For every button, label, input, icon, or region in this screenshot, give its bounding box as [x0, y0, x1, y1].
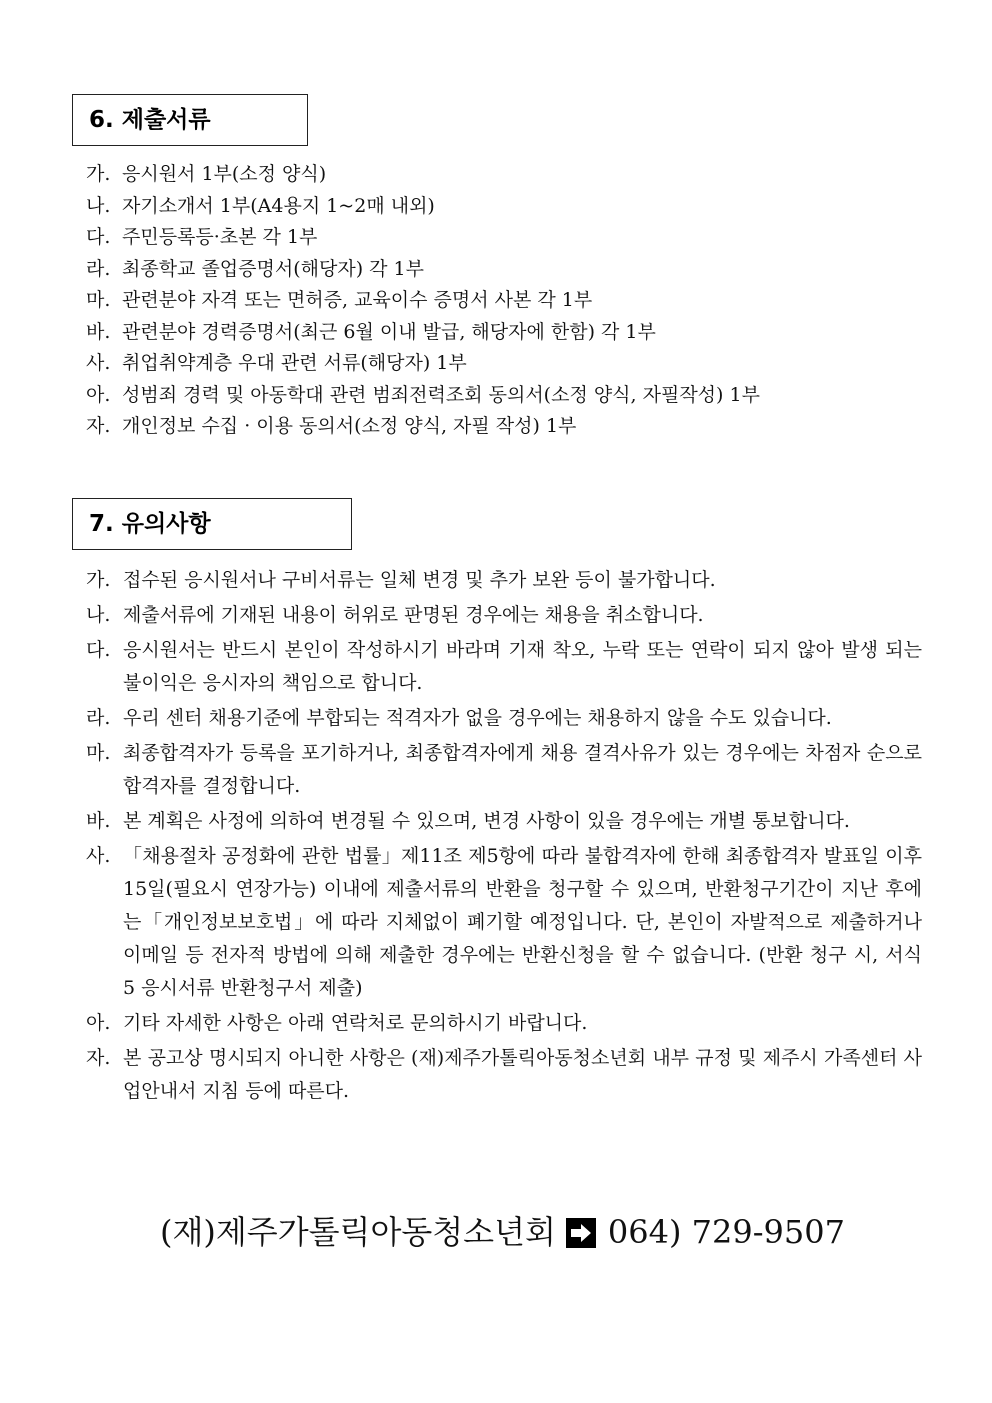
item-marker: 나. — [86, 604, 111, 626]
item-marker: 다. — [86, 226, 111, 248]
notes-list — [86, 564, 922, 1110]
item-marker: 사. — [86, 352, 111, 374]
item-text: 본 공고상 명시되지 아니한 사항은 (재)제주가톨릭아동청소년회 내부 규정 및 제주시 가족센터 사업안내서 지침 등에 따른다. — [123, 1047, 922, 1102]
list-item — [86, 317, 760, 349]
list-item — [86, 411, 760, 443]
item-marker: 자. — [86, 415, 111, 437]
item-text: 응시원서 1부(소정 양식) — [122, 163, 327, 185]
list-item — [86, 222, 760, 254]
submission-documents-list — [86, 159, 760, 443]
contact-line — [160, 1210, 845, 1254]
list-item — [86, 634, 922, 700]
section-7-header — [72, 498, 352, 550]
item-marker: 나. — [86, 194, 111, 217]
item-text: 제출서류에 기재된 내용이 허위로 판명된 경우에는 채용을 취소합니다. — [123, 604, 704, 626]
item-marker: 아. — [86, 1012, 111, 1034]
item-marker: 바. — [86, 320, 111, 343]
item-marker: 라. — [86, 257, 111, 280]
section-6-title: 6. 제출서류 — [89, 107, 211, 133]
list-item — [86, 737, 922, 803]
list-item — [86, 159, 760, 191]
section-6-header — [72, 94, 308, 146]
item-text: 본 계획은 사정에 의하여 변경될 수 있으며, 변경 사항이 있을 경우에는 개별 통보합니다. — [123, 810, 850, 832]
item-marker: 바. — [86, 810, 111, 832]
item-text: 관련분야 경력증명서(최근 6월 이내 발급, 해당자에 한함) 각 1부 — [122, 320, 656, 343]
item-marker: 라. — [86, 707, 111, 729]
item-marker: 자. — [86, 1047, 111, 1069]
item-text: 응시원서는 반드시 본인이 작성하시기 바라며 기재 착오, 누락 또는 연락이 되지 않아 발생 되는 불이익은 응시자의 책임으로 합니다. — [123, 639, 922, 694]
list-item — [86, 348, 760, 380]
item-marker: 가. — [86, 569, 111, 591]
item-text: 취업취약계층 우대 관련 서류(해당자) 1부 — [122, 352, 467, 374]
item-text: 기타 자세한 사항은 아래 연락처로 문의하시기 바랍니다. — [123, 1012, 588, 1034]
item-text: 「채용절차 공정화에 관한 법률」제11조 제5항에 따라 불합격자에 한해 최종합격자 발표일 이후 15일(필요시 연장가능) 이내에 제출서류의 반환을 청구할 수 있으며, 반환청구기간이 지난 후에는「개인정보보호법」에 따라 지체없이 폐기할 예정입니다. 단, 본인이 자발적으로 제출하거나 이메일 등 전자적 방법에 의해 제출한 경우에는 반환신청을 할 수 없습니다. (반환 청구 시, 서식 5 응시서류 반환청구서 제출) — [123, 845, 922, 999]
item-text: 성범죄 경력 및 아동학대 관련 범죄전력조회 동의서(소정 양식, 자필작성) 1부 — [122, 383, 760, 406]
arrow-right-icon — [566, 1218, 596, 1248]
item-text: 자기소개서 1부(A4용지 1~2매 내외) — [122, 194, 435, 217]
list-item — [86, 805, 922, 838]
phone-number: 064) 729-9507 — [607, 1213, 845, 1251]
item-marker: 마. — [86, 742, 111, 764]
list-item — [86, 1007, 922, 1040]
list-item — [86, 254, 760, 286]
item-marker: 아. — [86, 383, 111, 406]
item-text: 우리 센터 채용기준에 부합되는 적격자가 없을 경우에는 채용하지 않을 수도 있습니다. — [123, 707, 832, 729]
item-text: 개인정보 수집 · 이용 동의서(소정 양식, 자필 작성) 1부 — [122, 415, 577, 437]
item-marker: 가. — [86, 163, 111, 185]
list-item — [86, 1042, 922, 1108]
item-marker: 다. — [86, 639, 111, 661]
item-text: 주민등록등·초본 각 1부 — [122, 226, 318, 248]
list-item — [86, 564, 922, 597]
item-text: 관련분야 자격 또는 면허증, 교육이수 증명서 사본 각 1부 — [122, 289, 593, 311]
item-marker: 사. — [86, 845, 111, 867]
item-text: 최종합격자가 등록을 포기하거나, 최종합격자에게 채용 결격사유가 있는 경우에는 차점자 순으로 합격자를 결정합니다. — [123, 742, 922, 797]
list-item — [86, 285, 760, 317]
item-marker: 마. — [86, 289, 111, 311]
section-7-title: 7. 유의사항 — [89, 511, 211, 537]
item-text: 최종학교 졸업증명서(해당자) 각 1부 — [122, 257, 424, 280]
list-item — [86, 191, 760, 223]
organization-name: (재)제주가톨릭아동청소년회 — [160, 1213, 556, 1251]
list-item — [86, 599, 922, 632]
list-item — [86, 380, 760, 412]
list-item — [86, 840, 922, 1005]
item-text: 접수된 응시원서나 구비서류는 일체 변경 및 추가 보완 등이 불가합니다. — [123, 569, 716, 591]
list-item — [86, 702, 922, 735]
